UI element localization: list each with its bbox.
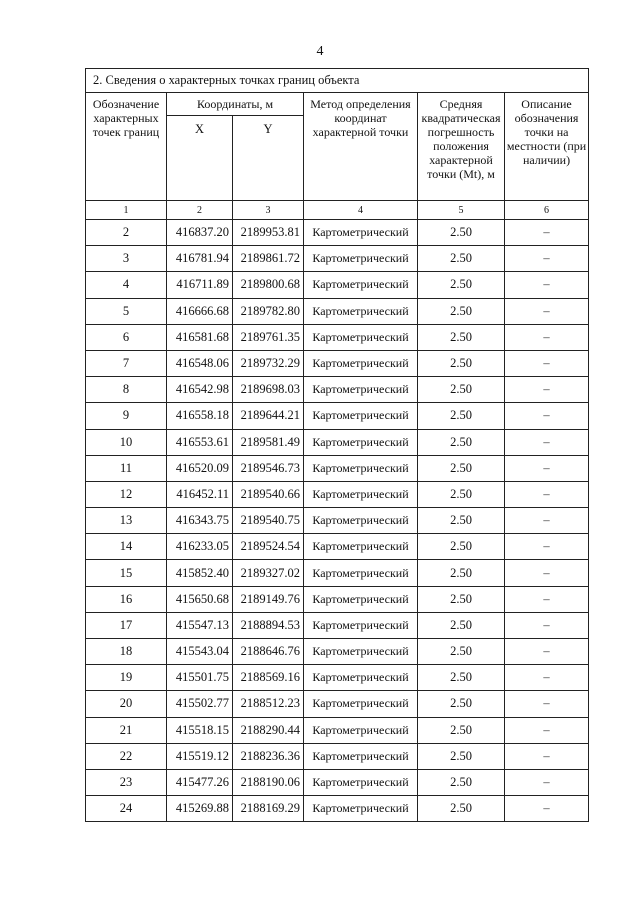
cell-y: 2188169.29 [233,796,304,822]
table-row [86,665,589,691]
cell-point: 21 [86,717,167,743]
table-row [86,534,589,560]
table-row [86,324,589,350]
header-point-designation: Обозначение характерных точек границ [86,93,167,201]
table-row [86,717,589,743]
table-row [86,246,589,272]
cell-y: 2189327.02 [233,560,304,586]
header-y: Y [233,116,304,201]
cell-description: – [505,769,589,795]
cell-error: 2.50 [418,403,505,429]
cell-method: Картометрический [304,403,418,429]
cell-x: 415502.77 [167,691,233,717]
cell-error: 2.50 [418,246,505,272]
cell-x: 416343.75 [167,508,233,534]
cell-point: 15 [86,560,167,586]
section-title: 2. Сведения о характерных точках границ объекта [86,69,589,93]
cell-x: 416781.94 [167,246,233,272]
header-description: Описание обозначения точки на местности (при наличии) [505,93,589,201]
cell-x: 415477.26 [167,769,233,795]
cell-description: – [505,298,589,324]
cell-error: 2.50 [418,429,505,455]
cell-method: Картометрический [304,612,418,638]
cell-point: 4 [86,272,167,298]
cell-y: 2188290.44 [233,717,304,743]
cell-y: 2189149.76 [233,586,304,612]
cell-point: 14 [86,534,167,560]
cell-method: Картометрический [304,220,418,246]
cell-error: 2.50 [418,298,505,324]
cell-x: 415543.04 [167,639,233,665]
cell-x: 416581.68 [167,324,233,350]
cell-description: – [505,717,589,743]
table-row [86,612,589,638]
cell-description: – [505,377,589,403]
table-row [86,455,589,481]
cell-point: 7 [86,350,167,376]
cell-description: – [505,246,589,272]
cell-description: – [505,220,589,246]
cell-point: 19 [86,665,167,691]
cell-error: 2.50 [418,743,505,769]
cell-point: 5 [86,298,167,324]
table-row [86,769,589,795]
cell-description: – [505,691,589,717]
cell-error: 2.50 [418,560,505,586]
cell-y: 2189861.72 [233,246,304,272]
cell-y: 2189953.81 [233,220,304,246]
cell-x: 416520.09 [167,455,233,481]
column-number: 4 [304,201,418,220]
cell-description: – [505,481,589,507]
header-error: Средняя квадратическая погрешность положения характерной точки (Mt), м [418,93,505,201]
cell-description: – [505,743,589,769]
cell-error: 2.50 [418,639,505,665]
cell-y: 2189698.03 [233,377,304,403]
column-number: 3 [233,201,304,220]
cell-point: 23 [86,769,167,795]
cell-description: – [505,508,589,534]
table-row [86,639,589,665]
cell-error: 2.50 [418,455,505,481]
table-row [86,350,589,376]
cell-y: 2189546.73 [233,455,304,481]
cell-x: 415519.12 [167,743,233,769]
cell-x: 416558.18 [167,403,233,429]
table-row [86,560,589,586]
cell-y: 2189800.68 [233,272,304,298]
cell-y: 2189782.80 [233,298,304,324]
table-row [86,403,589,429]
cell-point: 3 [86,246,167,272]
cell-y: 2188512.23 [233,691,304,717]
cell-x: 415852.40 [167,560,233,586]
cell-description: – [505,324,589,350]
cell-method: Картометрический [304,743,418,769]
cell-y: 2188646.76 [233,639,304,665]
cell-method: Картометрический [304,691,418,717]
cell-point: 24 [86,796,167,822]
cell-error: 2.50 [418,796,505,822]
cell-method: Картометрический [304,717,418,743]
table-row [86,691,589,717]
table-row [86,508,589,534]
cell-y: 2188894.53 [233,612,304,638]
cell-x: 416233.05 [167,534,233,560]
cell-y: 2189761.35 [233,324,304,350]
cell-description: – [505,429,589,455]
cell-x: 416711.89 [167,272,233,298]
cell-y: 2189540.66 [233,481,304,507]
cell-point: 18 [86,639,167,665]
column-numbers-row [86,201,589,220]
table-row [86,298,589,324]
table-row [86,377,589,403]
table-row [86,586,589,612]
cell-error: 2.50 [418,508,505,534]
cell-method: Картометрический [304,272,418,298]
column-number: 5 [418,201,505,220]
cell-method: Картометрический [304,665,418,691]
cell-y: 2189732.29 [233,350,304,376]
cell-point: 17 [86,612,167,638]
cell-description: – [505,665,589,691]
cell-description: – [505,350,589,376]
table-row [86,481,589,507]
cell-error: 2.50 [418,377,505,403]
cell-method: Картометрический [304,455,418,481]
cell-point: 9 [86,403,167,429]
cell-method: Картометрический [304,481,418,507]
cell-description: – [505,403,589,429]
column-number: 2 [167,201,233,220]
cell-y: 2189540.75 [233,508,304,534]
cell-y: 2189644.21 [233,403,304,429]
cell-x: 416837.20 [167,220,233,246]
cell-x: 416553.61 [167,429,233,455]
cell-x: 415547.13 [167,612,233,638]
column-number: 1 [86,201,167,220]
cell-error: 2.50 [418,481,505,507]
cell-description: – [505,534,589,560]
cell-description: – [505,272,589,298]
cell-x: 415501.75 [167,665,233,691]
cell-method: Картометрический [304,429,418,455]
cell-point: 2 [86,220,167,246]
cell-error: 2.50 [418,586,505,612]
cell-method: Картометрический [304,508,418,534]
header-x: X [167,116,233,201]
cell-x: 415518.15 [167,717,233,743]
cell-x: 416666.68 [167,298,233,324]
page-number: 4 [316,44,324,59]
cell-point: 20 [86,691,167,717]
header-method: Метод определения координат характерной точки [304,93,418,201]
cell-point: 8 [86,377,167,403]
cell-description: – [505,586,589,612]
cell-point: 22 [86,743,167,769]
cell-y: 2188569.16 [233,665,304,691]
table-row [86,429,589,455]
cell-error: 2.50 [418,691,505,717]
cell-method: Картометрический [304,639,418,665]
characteristic-points-table [85,68,589,822]
cell-point: 12 [86,481,167,507]
cell-method: Картометрический [304,298,418,324]
cell-point: 6 [86,324,167,350]
cell-x: 416548.06 [167,350,233,376]
cell-method: Картометрический [304,586,418,612]
cell-error: 2.50 [418,272,505,298]
cell-error: 2.50 [418,717,505,743]
cell-point: 16 [86,586,167,612]
cell-method: Картометрический [304,324,418,350]
cell-error: 2.50 [418,769,505,795]
cell-method: Картометрический [304,796,418,822]
cell-description: – [505,455,589,481]
cell-method: Картометрический [304,350,418,376]
cell-y: 2189524.54 [233,534,304,560]
cell-method: Картометрический [304,246,418,272]
column-number: 6 [505,201,589,220]
cell-method: Картометрический [304,534,418,560]
cell-description: – [505,560,589,586]
cell-y: 2188190.06 [233,769,304,795]
table-row [86,272,589,298]
cell-error: 2.50 [418,220,505,246]
cell-error: 2.50 [418,665,505,691]
cell-point: 13 [86,508,167,534]
cell-point: 11 [86,455,167,481]
cell-x: 415269.88 [167,796,233,822]
cell-method: Картометрический [304,769,418,795]
cell-error: 2.50 [418,350,505,376]
cell-method: Картометрический [304,560,418,586]
cell-description: – [505,612,589,638]
table-row [86,796,589,822]
cell-method: Картометрический [304,377,418,403]
table-row [86,743,589,769]
cell-description: – [505,796,589,822]
cell-point: 10 [86,429,167,455]
cell-description: – [505,639,589,665]
cell-error: 2.50 [418,612,505,638]
cell-y: 2188236.36 [233,743,304,769]
cell-error: 2.50 [418,534,505,560]
cell-error: 2.50 [418,324,505,350]
cell-y: 2189581.49 [233,429,304,455]
cell-x: 416542.98 [167,377,233,403]
cell-x: 416452.11 [167,481,233,507]
table-row [86,220,589,246]
cell-x: 415650.68 [167,586,233,612]
header-coordinates: Координаты, м [167,93,304,116]
